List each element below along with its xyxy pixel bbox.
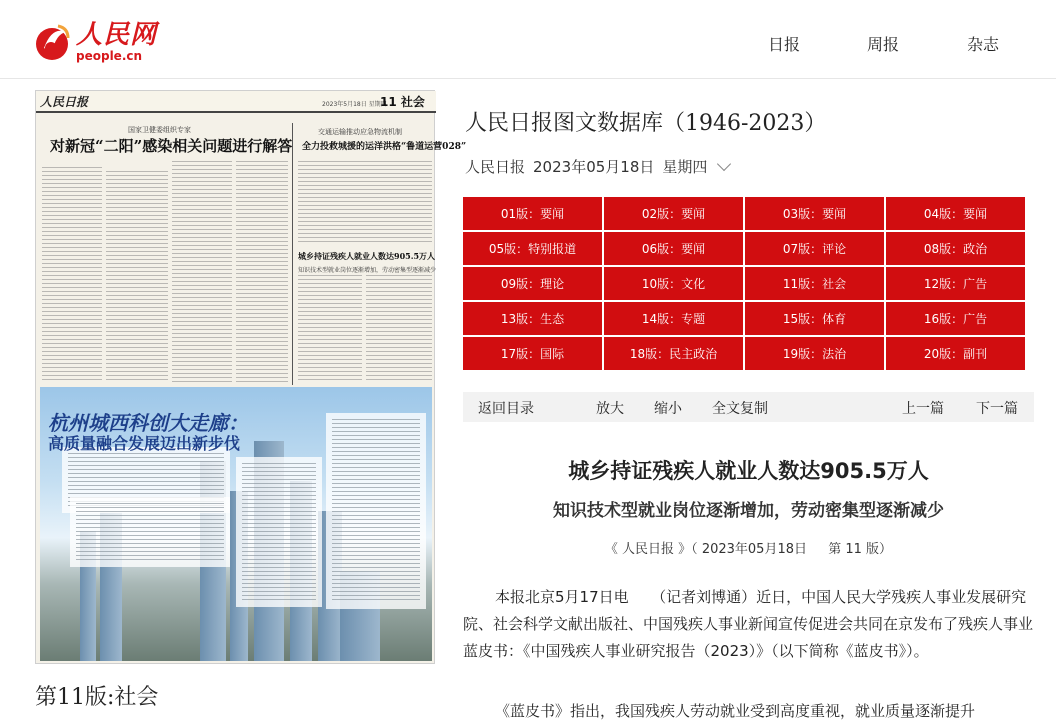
paper-headline-3: 城乡持证残疾人就业人数达905.5万人: [298, 251, 436, 261]
paper-kicker-2: 交通运输推动应急物流机制: [318, 128, 402, 136]
paper-headline-1: 对新冠“二阳”感染相关问题进行解答: [50, 137, 293, 155]
paper-text-block: [298, 275, 362, 383]
article-subtitle: 知识技术型就业岗位逐渐增加，劳动密集型逐渐减少: [553, 501, 944, 521]
edition-17[interactable]: 17版：国际: [463, 337, 602, 370]
people-logo-icon: [32, 22, 72, 62]
top-header: [0, 0, 1056, 79]
chevron-down-icon[interactable]: [717, 156, 731, 170]
paper-text-block: [236, 161, 288, 383]
paper-headline-2: 全力投救城援的运洋洪格“鲁道运营028”: [302, 142, 467, 152]
paper-photo-title: 杭州城西科创大走廊：: [48, 411, 248, 435]
edition-15[interactable]: 15版：体育: [745, 302, 884, 335]
article-source: 《 人民日报 》（ 2023年05月18日 第 11 版）: [604, 542, 893, 557]
article-paragraph: 《蓝皮书》指出，我国残疾人劳动就业受到高度重视，就业质量逐渐提升: [495, 702, 976, 720]
paper-text-block: [42, 167, 102, 383]
people-logo[interactable]: [32, 20, 157, 64]
edition-12[interactable]: 12版：广告: [886, 267, 1025, 300]
page-label: 第11版:社会: [35, 685, 159, 710]
article-title: 城乡持证残疾人就业人数达905.5万人: [568, 459, 929, 483]
paper-version: 11 社会: [380, 95, 425, 109]
paper-photo-subtitle: 高质量融合发展迈出新步伐: [48, 434, 241, 453]
edition-19[interactable]: 19版：法治: [745, 337, 884, 370]
edition-06[interactable]: 06版：要闻: [604, 232, 743, 265]
paper-column-rule: [292, 123, 293, 385]
edition-07[interactable]: 07版：评论: [745, 232, 884, 265]
edition-18[interactable]: 18版：民主政治: [604, 337, 743, 370]
edition-20[interactable]: 20版：副刊: [886, 337, 1025, 370]
edition-03[interactable]: 03版：要闻: [745, 197, 884, 230]
edition-05[interactable]: 05版：特别报道: [463, 232, 602, 265]
database-title: 人民日报图文数据库（1946-2023）: [465, 111, 827, 136]
nav-daily[interactable]: 日报: [768, 35, 801, 54]
paper-date: 2023年5月18日 星期四: [322, 101, 387, 108]
copy-full-text-button[interactable]: 全文复制: [712, 401, 768, 417]
edition-13[interactable]: 13版：生态: [463, 302, 602, 335]
paper-feature-photo: [40, 387, 432, 661]
newspaper-page-image[interactable]: [35, 90, 467, 664]
edition-04[interactable]: 04版：要闻: [886, 197, 1025, 230]
edition-10[interactable]: 10版：文化: [604, 267, 743, 300]
edition-02[interactable]: 02版：要闻: [604, 197, 743, 230]
issue-paper-name: 人民日报: [465, 158, 526, 176]
edition-01[interactable]: 01版：要闻: [463, 197, 602, 230]
paper-text-block: [298, 161, 432, 245]
edition-09[interactable]: 09版：理论: [463, 267, 602, 300]
zoom-in-button[interactable]: 放大: [596, 401, 624, 417]
issue-weekday: 星期四: [662, 158, 708, 176]
back-to-index-button[interactable]: 返回目录: [478, 401, 534, 417]
nav-weekly[interactable]: 周报: [867, 35, 900, 54]
edition-11[interactable]: 11版：社会: [745, 267, 884, 300]
logo-chinese-text: 人民网: [76, 20, 158, 50]
issue-date: 2023年05月18日: [533, 158, 655, 176]
paper-masthead: [36, 91, 436, 113]
edition-16[interactable]: 16版：广告: [886, 302, 1025, 335]
next-article-button[interactable]: 下一篇: [976, 401, 1018, 417]
edition-grid: [463, 197, 1027, 372]
nav-magazine[interactable]: 杂志: [967, 35, 1000, 54]
paper-subhead-3: 知识技术型就业岗位逐渐增加，劳动密集型逐渐减少: [298, 267, 437, 274]
edition-14[interactable]: 14版：专题: [604, 302, 743, 335]
paper-text-block: [172, 161, 232, 383]
issue-selector[interactable]: [465, 156, 729, 177]
paper-masthead-logo: 人民日报: [40, 95, 89, 109]
article-paragraph: 本报北京5月17日电 （记者刘博通）近日，中国人民大学残疾人事业发展研究院、社会科学文献出版社、中国残疾人事业新闻宣传促进会共同在京发布了残疾人事业蓝皮书：《中国残疾人事业研究报告（2023）》（以下简称《蓝皮书》）。: [463, 588, 1034, 660]
paper-text-block: [106, 171, 168, 383]
paper-text-block: [366, 275, 432, 383]
previous-article-button[interactable]: 上一篇: [902, 401, 944, 417]
article-toolbar: [463, 392, 1034, 422]
logo-english-text: people.cn: [76, 49, 143, 63]
edition-08[interactable]: 08版：政治: [886, 232, 1025, 265]
paper-kicker-1: 国家卫健委组织专家: [128, 126, 191, 134]
zoom-out-button[interactable]: 缩小: [654, 401, 682, 417]
